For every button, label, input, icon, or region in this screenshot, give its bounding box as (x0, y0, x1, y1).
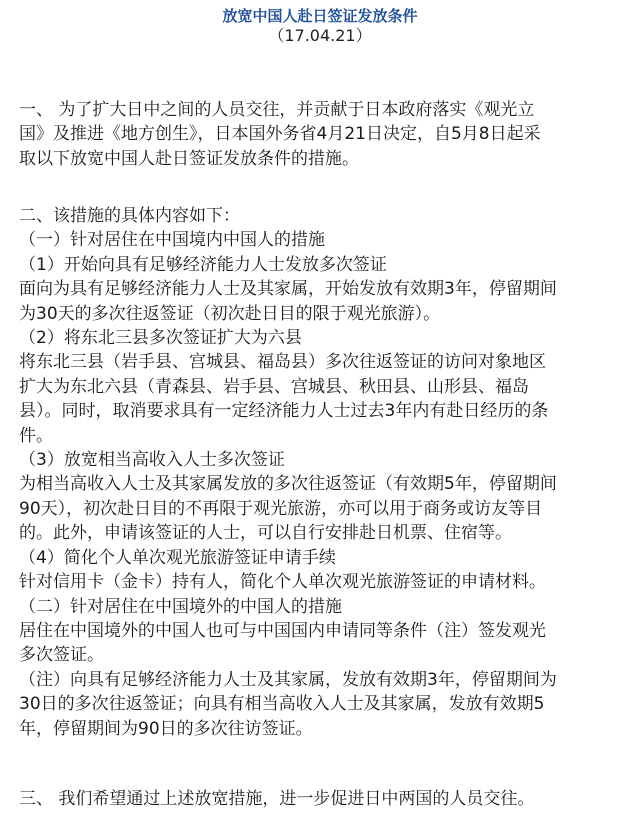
subsection-heading: （一）针对居住在中国境内中国人的措施 (19, 230, 325, 251)
item-heading: （3）放宽相当高收入人士多次签证 (19, 450, 285, 471)
section-2-details (19, 204, 623, 741)
section-2-heading: 二、该措施的具体内容如下： (19, 206, 240, 226)
item-heading: （1）开始向具有足够经济能力人士发放多次签证 (19, 254, 387, 275)
text-line: 针对信用卡（金卡）持有人，简化个人单次观光旅游签证的申请材料。 (19, 572, 546, 593)
subsection-heading: （二）针对居住在中国境外的中国人的措施 (19, 596, 342, 617)
text-line: 扩大为东北六县（青森县、岩手县、宫城县、秋田县、山形县、福岛 (19, 376, 529, 397)
item-heading: （2）将东北三县多次签证扩大为六县 (19, 328, 302, 349)
section-1-paragraph (19, 98, 623, 171)
text-line: 面向为具有足够经济能力人士及其家属，开始发放有效期3年，停留期间 (19, 279, 557, 300)
note-line: 年，停留期间为90日的多次往访签证。 (19, 718, 313, 739)
text-line: 多次签证。 (19, 645, 104, 666)
text-line: 的。此外，申请该签证的人士，可以自行安排赴日机票、住宿等。 (19, 523, 512, 544)
text-line: 件。 (19, 425, 53, 446)
text-line: 为相当高收入人士及其家属发放的多次往返签证（有效期5年，停留期间 (19, 474, 557, 495)
text-line: 居住在中国境外的中国人也可与中国国内申请同等条件（注）签发观光 (19, 620, 546, 641)
note-line: 30日的多次往返签证；向具有相当高收入人士及其家属，发放有效期5 (19, 694, 545, 715)
text-line: 取以下放宽中国人赴日签证发放条件的措施。 (19, 148, 359, 169)
note-line: （注）向具有足够经济能力人士及其家属，发放有效期3年，停留期间为 (19, 669, 557, 690)
item-heading: （4）简化个人单次观光旅游签证申请手续 (19, 547, 336, 568)
text-line: 90天），初次赴日目的不再限于观光旅游，亦可以用于商务或访友等目 (19, 498, 543, 519)
text-line: 三、 我们希望通过上述放宽措施，进一步促进日中两国的人员交往。 (19, 789, 535, 809)
text-line: 为30天的多次往返签证（初次赴日目的限于观光旅游）。 (19, 303, 441, 324)
document-date: （17.04.21） (268, 26, 372, 45)
text-line: 国》及推进《地方创生》，日本国外务省4月21日决定，自5月8日起采 (19, 124, 541, 145)
text-line: 将东北三县（岩手县、宫城县、福岛县）多次往返签证的访问对象地区 (19, 352, 546, 373)
document-title: 放宽中国人赴日签证发放条件 (222, 7, 418, 25)
text-line: 一、 为了扩大日中之间的人员交往，并贡献于日本政府落实《观光立 (19, 100, 535, 120)
section-3-paragraph (19, 787, 623, 811)
text-line: 县）。同时，取消要求具有一定经济能力人士过去3年内有赴日经历的条 (19, 401, 549, 422)
